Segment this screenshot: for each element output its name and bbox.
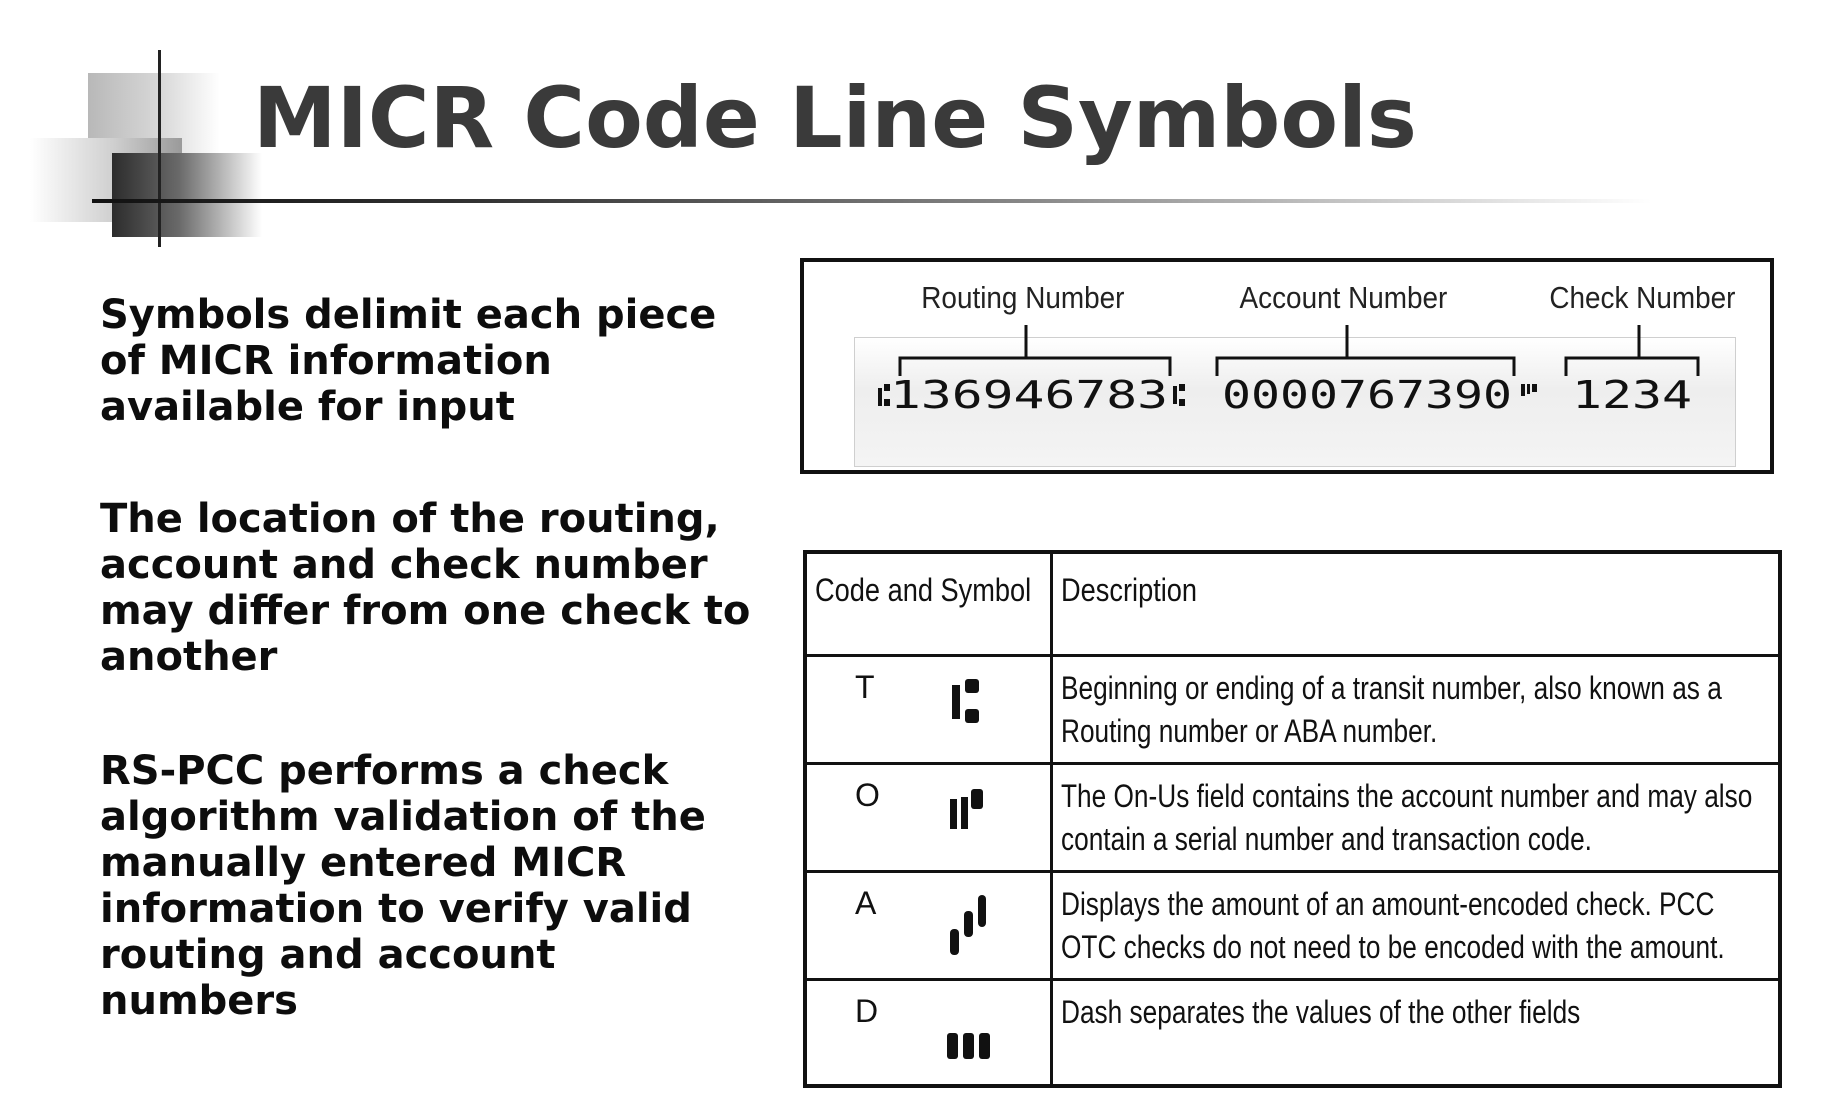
bullet-algorithm-validation: RS-PCC performs a check algorithm validation of the manually entered MICR information to verify valid routing and account numbers <box>100 748 706 1024</box>
header-code-symbol: Code and Symbol <box>815 572 1032 608</box>
transit-symbol-icon <box>947 679 987 735</box>
description-text: Displays the amount of an amount-encoded check. PCC OTC checks do not need to be encoded with the amount. <box>1061 886 1725 965</box>
table-row-dash <box>807 978 1778 1084</box>
description-text: Beginning or ending of a transit number, also known as a Routing number or ABA number. <box>1061 670 1722 749</box>
title-decoration-line <box>158 50 161 247</box>
routing-number-label: Routing Number <box>921 280 1125 315</box>
check-number-label: Check Number <box>1549 280 1736 315</box>
micr-line-figure <box>800 258 1774 474</box>
amount-symbol-icon <box>947 895 991 959</box>
code-letter: A <box>855 885 877 921</box>
table-row-transit <box>807 654 1778 762</box>
account-digits: 0000767390 <box>1222 373 1512 417</box>
on-us-symbol-icon <box>947 787 987 843</box>
code-letter: D <box>855 993 879 1029</box>
table-row-on-us <box>807 762 1778 870</box>
description-text: Dash separates the values of the other fields <box>1061 994 1581 1030</box>
table-header-row <box>807 554 1778 654</box>
description-text: The On-Us field contains the account number and may also contain a serial number and transaction code. <box>1061 778 1753 857</box>
bullet-symbols-delimit: Symbols delimit each piece of MICR information available for input <box>100 292 717 430</box>
micr-symbol-table <box>803 550 1782 1088</box>
title-decoration-square <box>112 153 262 237</box>
table-row-amount <box>807 870 1778 978</box>
code-letter: O <box>855 777 880 813</box>
page-title: MICR Code Line Symbols <box>253 69 1417 167</box>
code-letter: T <box>855 669 875 705</box>
bullet-location-differs: The location of the routing, account and check number may differ from one check to another <box>100 496 751 680</box>
micr-brackets <box>804 262 1770 470</box>
routing-digits: 136946783 <box>890 373 1168 417</box>
check-digits: 1234 <box>1572 373 1692 417</box>
dash-symbol-icon <box>947 1003 995 1063</box>
title-underline <box>92 199 1652 203</box>
header-description: Description <box>1061 572 1198 608</box>
account-number-label: Account Number <box>1239 280 1448 315</box>
